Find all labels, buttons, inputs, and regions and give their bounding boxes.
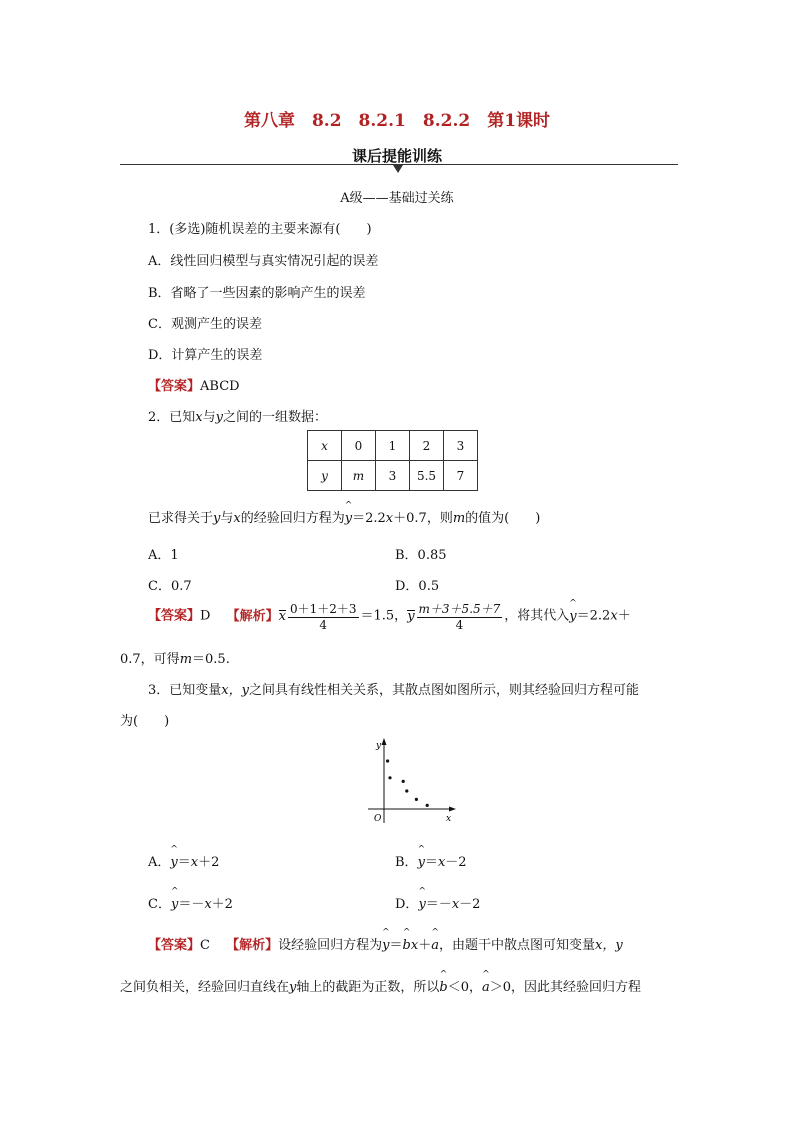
text: ，由题干中散点图可知变量: [438, 938, 595, 953]
text: ＝2.2: [352, 511, 386, 526]
var-y-hat: ^ y: [569, 609, 576, 624]
text: 3．已知变量: [148, 683, 222, 698]
var-x: x: [195, 410, 203, 425]
text: ＝1.5，: [360, 608, 408, 624]
text: ＋2: [211, 897, 233, 912]
var-y-hat: ^ y: [171, 897, 178, 912]
var-b-hat: ^ b: [439, 980, 447, 995]
scatter-point: [386, 759, 389, 762]
q2-stem-mid: 与: [202, 410, 216, 425]
answer-value: ABCD: [200, 379, 240, 394]
text: ＝－: [425, 897, 452, 912]
scatter-point: [402, 780, 405, 783]
x-axis-arrow-icon: [449, 807, 456, 812]
text: C．: [148, 897, 171, 912]
q2-line2: [148, 507, 540, 526]
var-y-hat: ^ y: [418, 855, 425, 870]
q1-option-c: C．观测产生的误差: [148, 317, 262, 332]
var-a-hat: ^ a: [431, 938, 439, 953]
fraction-xbar: [288, 600, 359, 632]
q3-option-d: [395, 893, 480, 912]
text: 与: [220, 511, 234, 526]
var-y-hat: ^ y: [382, 938, 389, 953]
table-cell: 5.5: [410, 461, 444, 491]
text: ＋: [617, 608, 631, 624]
y-axis-label: y: [376, 741, 382, 751]
text: 已求得关于: [148, 511, 214, 526]
q3-stem-line2: 为( ): [120, 714, 170, 729]
q1-option-b: B．省略了一些因素的影响产生的误差: [148, 286, 366, 301]
text: ＝: [177, 855, 191, 870]
q3-option-c: [148, 893, 233, 912]
level-heading: A级——基础过关练: [340, 191, 454, 206]
var-b-hat: ^ b: [403, 938, 411, 953]
text: ＞0，因此其经验回归方程: [489, 980, 642, 995]
q3-analysis-line2: [120, 976, 641, 995]
table-row: [308, 461, 478, 491]
text: ＝2.2: [576, 608, 611, 624]
q1-answer: [148, 375, 240, 394]
var-x: x: [204, 897, 212, 912]
q2-option-d: D．0.5: [395, 579, 440, 594]
table-cell: m: [342, 461, 376, 491]
fraction-ybar: [417, 600, 503, 632]
text: －2: [445, 855, 467, 870]
q3-analysis: [148, 934, 623, 953]
triangle-marker-icon: [393, 165, 403, 173]
page-subtitle: 课后提能训练: [351, 147, 442, 165]
table-cell: 1: [376, 431, 410, 461]
var-x-bar: x: [278, 608, 286, 624]
text: －2: [459, 897, 481, 912]
var-x: x: [233, 511, 241, 526]
scatter-point: [415, 798, 418, 801]
q2-stem-pre: 2．已知: [148, 410, 196, 425]
text: 轴上的截距为正数，所以: [296, 980, 440, 995]
text: B．: [395, 855, 418, 870]
text: A．: [148, 855, 171, 870]
text: ＝0.5.: [192, 652, 230, 667]
var-x: x: [190, 855, 199, 870]
table-cell: x: [308, 431, 342, 461]
var-y-hat: ^ y: [418, 897, 425, 912]
analysis-tag: 【解析】: [226, 938, 279, 953]
scatter-plot: [362, 735, 462, 830]
var-xy: x，y: [221, 683, 249, 698]
var-x: x: [437, 855, 446, 870]
table-cell: 2: [410, 431, 444, 461]
table-row: [308, 431, 478, 461]
answer-tag: 【答案】: [148, 608, 201, 624]
text: ＝: [424, 855, 438, 870]
denominator: 4: [319, 618, 328, 632]
var-m: m: [179, 652, 193, 667]
answer-value: C: [200, 938, 210, 953]
q3-option-a: [148, 851, 219, 870]
var-xy: x，y: [594, 938, 623, 953]
x-axis-label: x: [446, 814, 452, 824]
text: 的值为( ): [465, 511, 541, 526]
scatter-point: [405, 789, 408, 792]
scatter-point: [426, 804, 429, 807]
answer-value: D: [200, 608, 211, 624]
table-cell: y: [308, 461, 342, 491]
text: 的经验回归方程为: [240, 511, 345, 526]
text: ，将其代入: [504, 608, 570, 624]
q1-option-d: D．计算产生的误差: [148, 348, 263, 363]
var-a-hat: ^ a: [482, 980, 490, 995]
text: ＋: [418, 938, 432, 953]
var-y-hat: ^ y: [170, 855, 177, 870]
table-cell: 3: [376, 461, 410, 491]
q2-option-c: C．0.7: [148, 579, 192, 594]
q2-stem: [148, 406, 327, 425]
q1-option-a: A．线性回归模型与真实情况引起的误差: [148, 254, 379, 269]
answer-tag: 【答案】: [148, 379, 201, 394]
var-x: x: [451, 897, 460, 912]
var-m: m: [452, 511, 466, 526]
q1-stem: 1．(多选)随机误差的主要来源有( ): [148, 222, 372, 237]
text: 0.7，可得: [120, 652, 180, 667]
data-table: [307, 430, 478, 491]
chapter-title: 第八章 8.2 8.2.1 8.2.2 第1课时: [243, 111, 551, 131]
y-axis-arrow-icon: [382, 738, 387, 745]
text: ＜0，: [447, 980, 482, 995]
var-y: y: [215, 410, 223, 425]
var-x: x: [385, 511, 394, 526]
var-x: x: [610, 608, 618, 624]
scatter-point: [388, 776, 391, 779]
var-x: x: [410, 938, 419, 953]
var-y: y: [289, 980, 297, 995]
answer-tag: 【答案】: [148, 938, 201, 953]
q3-option-b: [395, 851, 467, 870]
numerator: 0＋1＋2＋3: [289, 602, 357, 616]
q2-stem-post: 之间的一组数据：: [223, 410, 328, 425]
scatter-points: [386, 759, 429, 807]
q2-option-a: A．1: [148, 548, 179, 563]
text: ＋2: [198, 855, 220, 870]
q2-option-b: B．0.85: [395, 548, 447, 563]
table-cell: 7: [444, 461, 478, 491]
analysis-tag: 【解析】: [226, 608, 279, 624]
text: 之间负相关，经验回归直线在: [120, 980, 290, 995]
text: 设经验回归方程为: [278, 938, 383, 953]
origin-label: O: [374, 814, 382, 824]
numerator: m＋3＋5.5＋7: [418, 602, 501, 616]
q3-stem: [148, 679, 639, 698]
text: ＋0.7，则: [393, 511, 453, 526]
var-y: y: [213, 511, 221, 526]
table-cell: 0: [342, 431, 376, 461]
q2-analysis-line2: [120, 648, 230, 667]
var-y-bar: y: [407, 608, 415, 624]
text: 之间具有线性相关关系，其散点图如图所示，则其经验回归方程可能: [248, 683, 639, 698]
text: ＝－: [178, 897, 205, 912]
text: ＝: [389, 938, 403, 953]
q2-analysis: [148, 600, 631, 632]
denominator: 4: [455, 618, 464, 632]
table-cell: 3: [444, 431, 478, 461]
text: D．: [395, 897, 419, 912]
var-y-hat: ^ y: [345, 511, 352, 526]
